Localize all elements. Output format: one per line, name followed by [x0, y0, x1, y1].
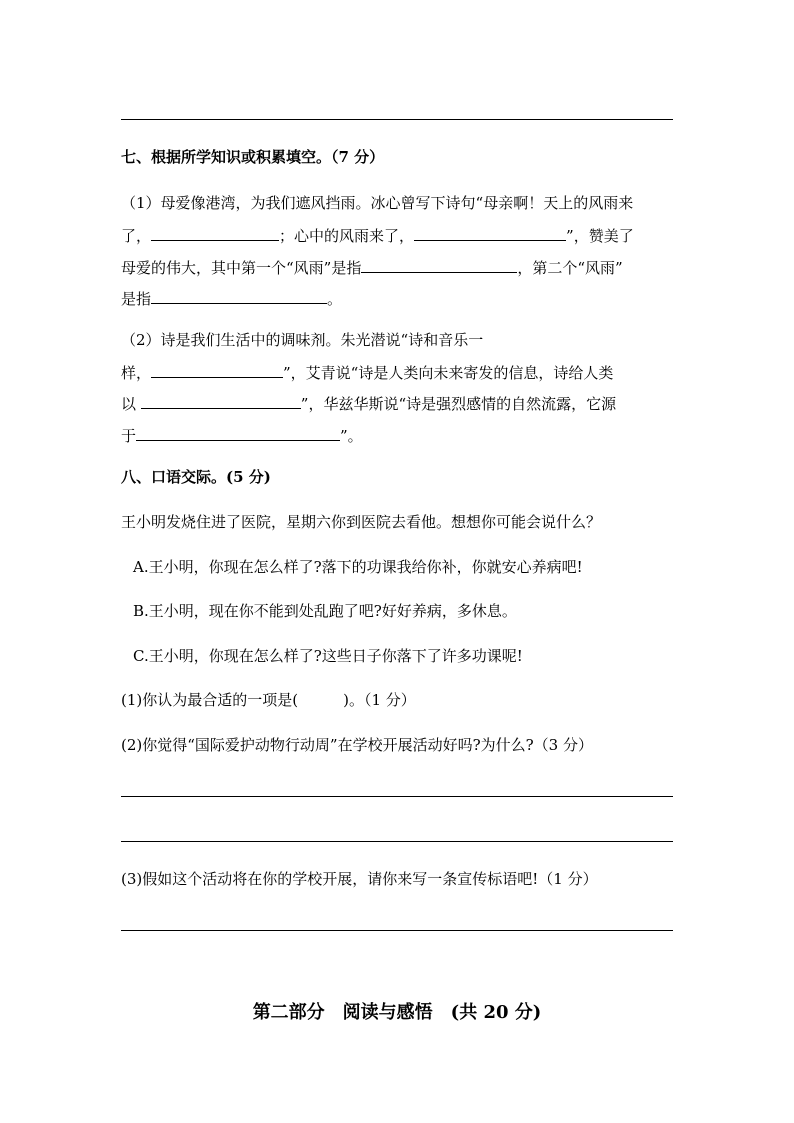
answer-blank[interactable]: [136, 424, 340, 441]
s8-option-a: A.王小明，你现在怎么样了?落下的功课我给你补，你就安心养病吧!: [133, 558, 583, 576]
answer-line[interactable]: [121, 841, 673, 842]
top-answer-line: [121, 119, 673, 120]
answer-blank[interactable]: [151, 224, 279, 241]
answer-blank[interactable]: [414, 224, 566, 241]
part-2-title: 第二部分 阅读与感悟 (共 20 分): [252, 1002, 542, 1023]
s7-q2-line4: [121, 424, 363, 446]
answer-blank[interactable]: [361, 256, 517, 273]
answer-line[interactable]: [121, 796, 673, 797]
s7-q1-text: 是指: [121, 290, 152, 308]
s7-q2-text: 以: [121, 395, 141, 413]
s8-question-3: (3)假如这个活动将在你的学校开展，请你来写一条宣传标语吧!（1 分）: [121, 870, 598, 888]
s7-q1-text: ，第二个“风雨”: [517, 259, 623, 277]
answer-line[interactable]: [121, 930, 673, 931]
s7-q1-line2: [121, 224, 634, 246]
s7-q2-text: ”，华兹华斯说“诗是强烈感情的自然流露，它源: [300, 395, 617, 413]
s7-q2-text: 样，: [121, 364, 152, 382]
section-8-heading: 八、口语交际。(5 分): [121, 468, 271, 486]
s8-prompt: 王小明发烧住进了医院，星期六你到医院去看他。想想你可能会说什么？: [121, 513, 602, 531]
answer-blank[interactable]: [151, 287, 327, 304]
s7-q1-line1: （1）母爱像港湾，为我们遮风挡雨。冰心曾写下诗句“母亲啊！天上的风雨来: [121, 194, 634, 212]
s8-question-2: (2)你觉得“国际爱护动物行动周”在学校开展活动好吗?为什么?（3 分）: [121, 736, 593, 754]
answer-blank[interactable]: [151, 361, 283, 378]
s7-q1-text: 了，: [121, 227, 152, 245]
s8-option-b: B.王小明，现在你不能到处乱跑了吧?好好养病，多休息。: [133, 602, 517, 620]
s7-q2-text: ”。: [340, 427, 363, 445]
s7-q1-line4: [121, 287, 342, 309]
answer-blank[interactable]: [141, 392, 301, 409]
s7-q1-text: ”，赞美了: [566, 227, 634, 245]
s7-q2-text: 于: [121, 427, 137, 445]
s7-q2-line1: （2）诗是我们生活中的调味剂。朱光潜说“诗和音乐一: [121, 331, 484, 349]
s7-q2-text: ”，艾青说“诗是人类向未来寄发的信息，诗给人类: [283, 364, 614, 382]
s8-option-c: C.王小明，你现在怎么样了?这些日子你落下了许多功课呢!: [133, 647, 523, 665]
section-7-heading: 七、根据所学知识或积累填空。（7 分）: [121, 148, 385, 166]
s7-q2-line2: [121, 361, 613, 383]
s7-q1-line3: [121, 256, 623, 278]
s7-q1-text: 母爱的伟大，其中第一个“风雨”是指: [121, 259, 362, 277]
s7-q1-text: ；心中的风雨来了，: [279, 227, 415, 245]
s7-q2-line3: [121, 392, 616, 414]
s8-question-1: (1)你认为最合适的一项是( )。（1 分）: [121, 691, 416, 709]
s7-q1-text: 。: [327, 290, 343, 308]
